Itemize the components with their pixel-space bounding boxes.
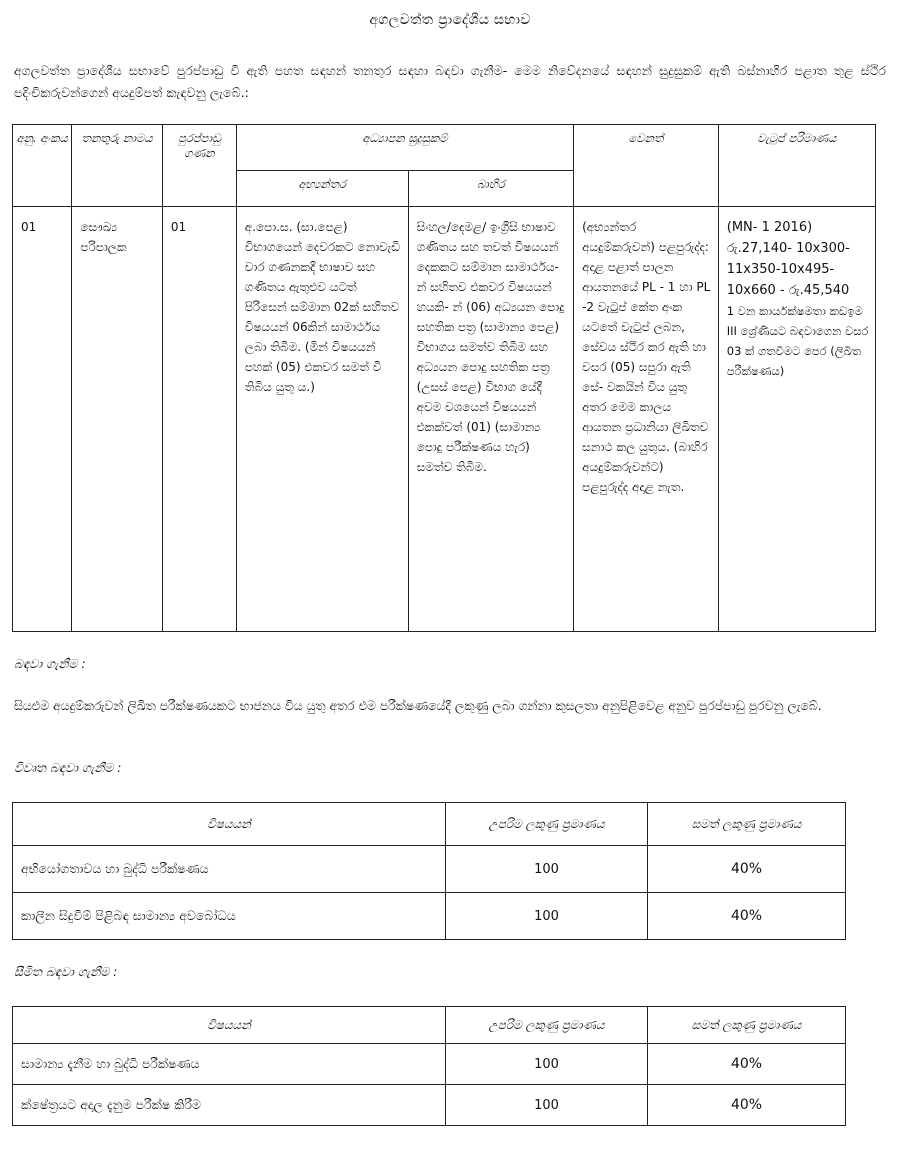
salary-note: 1 වන කාර්යක්ෂමතා කඩඉම III ශ්‍රේණියට බඳවාගෙන වසර 03 ක් ගතවීමට පෙර (ලිඛිත පරීක්ෂණය) [726,304,869,378]
cell-serial-no: 01 [13,207,72,632]
table-row [13,846,846,893]
vacancy-table [12,124,876,632]
header-vacancies: පුරප්පාඩු ගණන [162,125,236,207]
cell-pass-marks: 40% [648,893,846,940]
header-education: අධ්‍යාපන සුදුසුකම් [236,125,573,171]
recruitment-heading: බඳවා ගැනීම : [14,656,86,671]
cell-vacancies: 01 [162,207,236,632]
cell-internal-qualification: අ.පො.ස. (සා.පෙළ) විභාගයෙන් දෙවරකට නොවැඩි වාර ගණනකදී භාෂාව සහ ගණිතය ඇතුළුව යටත් පිරිසෙන් සම්මාන 02ක් සහිතව විෂයයන් 06කින් සාමාර්ථය ලබා තිබීම. (මින් විෂයයන් පහක් (05) එකවර සමත් වී තිබිය යුතු ය.) [236,207,408,632]
header-pass-marks: සමත් ලකුණු ප්‍රමාණය [648,803,846,846]
cell-pass-marks: 40% [648,846,846,893]
recruitment-paragraph: සියළුම අයදුම්කරුවන් ලිඛිත පරීක්ෂණයකට භාජනය විය යුතු අතර එම පරීක්ෂණයේදී ලකුණු ලබා ගන්නා කුසලතා අනුපිළිවෙළ අනුව පුරප්පාඩු පුරවනු ලැබේ. [14,698,822,713]
limited-recruitment-heading: සීමිත බඳවා ගැනීම : [14,964,118,979]
open-recruitment-heading: විවෘත බඳවා ගැනීම : [14,760,122,775]
cell-other-requirements: (අභ්‍යන්තර අයදුම්කරුවන්) පළපුරුද්ද: අදාළ පළාත් පාලන ආයතනයේ PL - 1 හා PL -2 වැටුප් කේත අංක යටතේ වැටුප් ලබන, සේවය ස්ථිර කර ඇති හා වසර (05) සපුරා ඇති සේ- වකයින් විය යුතු අතර මෙම කාලය ආයතන ප්‍රධානියා ලිඛිතව සනාථ කල යුතුය. (බාහිර අයදුම්කරුවන්ට) පළපුරුද්ද අදාළ නැත. [574,207,719,632]
header-pass-marks: සමත් ලකුණු ප්‍රමාණය [648,1007,846,1044]
header-serial-no: අනු. අංකය [13,125,72,207]
header-max-marks: උපරිම ලකුණු ප්‍රමාණය [446,803,648,846]
table-row [13,893,846,940]
header-external: බාහිර [408,171,574,207]
cell-post-name: සෞඛ්‍ය පරිපාලක [72,207,163,632]
cell-max-marks: 100 [446,846,648,893]
open-recruitment-table [12,802,846,940]
cell-max-marks: 100 [446,1044,648,1085]
header-subjects: විෂයයන් [13,1007,446,1044]
table-row [13,1085,846,1126]
cell-salary-scale [718,207,875,632]
salary-scale: රු.27,140- 10x300- 11x350-10x495- 10x660 - රු.45,540 [726,241,850,298]
header-max-marks: උපරිම ලකුණු ප්‍රමාණය [446,1007,648,1044]
cell-subject: සාමාන්‍ය දැනීම හා බුද්ධි පරීක්ෂණය [13,1044,446,1085]
header-salary-scale: වැටුප් පරිමාණය [718,125,875,207]
header-post-name: තනතුරු නාමය [72,125,163,207]
cell-max-marks: 100 [446,893,648,940]
header-internal: අභ්‍යන්තර [236,171,408,207]
cell-max-marks: 100 [446,1085,648,1126]
header-other: වෙනත් [574,125,719,207]
cell-subject: කාලීන සිදුවීම් පිළිබඳ සාමාන්‍ය අවබෝධය [13,893,446,940]
table-row [13,1044,846,1085]
cell-subject: අභියෝගතාවය හා බුද්ධි පරීක්ෂණය [13,846,446,893]
cell-subject: ක්ෂේත්‍රයට අදාල දැනුම පරීක්ෂ කිරීම [13,1085,446,1126]
intro-paragraph: අගලවත්ත ප්‍රාදේශීය සභාවේ පුරප්පාඩු වී ඇති පහත සඳහන් තනතුර සඳහා බඳවා ගැනීම- මෙම නිවේදනයේ සඳහන් සුදුසුකම් ඇති බස්නාහිර පළාත තුළ ස්ථිර පදිංචිකරුවන්ගෙන් අයදුම්පත් කැඳවනු ලැබේ.: [14,63,886,100]
cell-pass-marks: 40% [648,1044,846,1085]
table-row [13,207,876,632]
cell-pass-marks: 40% [648,1085,846,1126]
document-title: අගලවත්ත ප්‍රාදේශීය සභාව [369,12,531,28]
salary-code: (MN- 1 2016) [726,220,813,235]
header-subjects: විෂයයන් [13,803,446,846]
limited-recruitment-table [12,1006,846,1126]
cell-external-qualification: සිංහල/දෙමළ/ ඉංග්‍රීසි භාෂාව ගණිතය සහ තවත් විෂයයන් දෙකකට සම්මාන සාමාර්ථය- න් සහිතව එකවර විෂයයන් හයකි- න් (06) අධ්‍යයන පොදු සහතික පත්‍ර (සාමාන්‍ය පෙළ) විභාගය සමත්ව තිබීම සහ අධ්‍යයන පොදු සහතික පත්‍ර (උසස් පෙළ) විභාග යේදී අවම වශයෙන් විෂයයන් එකක්වත් (01) (සාමාන්‍ය පොදු පරීක්ෂණය හැර) සමත්ව තිබීම. [408,207,574,632]
